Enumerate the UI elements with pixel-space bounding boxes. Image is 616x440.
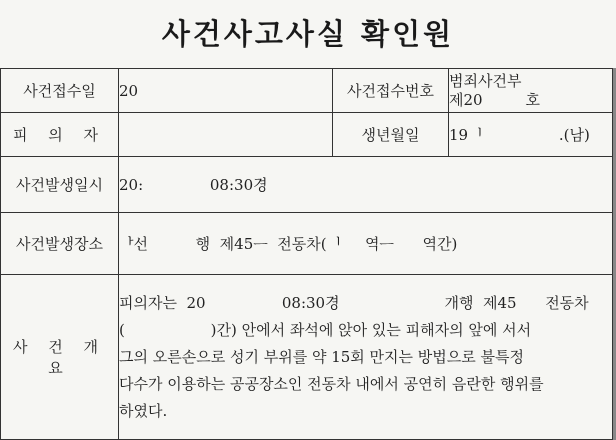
- row-incident-datetime: [1, 157, 613, 213]
- receipt-no-line1: 범죄사건부: [449, 71, 522, 90]
- incident-place-label: 사건발생장소: [1, 213, 119, 275]
- document-title: 사건사고사실 확인원: [161, 17, 455, 51]
- row-overview: [1, 275, 613, 440]
- row-receipt: [1, 69, 613, 113]
- suspect-label: 피 의 자: [1, 113, 119, 157]
- row-suspect: [1, 113, 613, 157]
- receipt-no-value: [449, 69, 613, 113]
- overview-line: 피의자는 20 08:30경 개행 제45 전동차: [119, 293, 589, 312]
- receipt-no-label: 사건접수번호: [333, 69, 449, 113]
- receipt-date-value: 20: [119, 69, 333, 113]
- overview-line: 그의 오른손으로 성기 부위를 약 15회 만지는 방법으로 불특정: [119, 347, 524, 366]
- incident-place-value: ᅡ선 행 제45ᅳ 전동차(ᅵ 역ᅳ 역간): [119, 213, 613, 275]
- incident-datetime-value: 20: 08:30경: [119, 157, 613, 213]
- row-incident-place: [1, 213, 613, 275]
- incident-datetime-label: 사건발생일시: [1, 157, 119, 213]
- receipt-no-line2: 제20 호: [449, 90, 540, 109]
- birth-label: 생년월일: [333, 113, 449, 157]
- receipt-date-label: 사건접수일: [1, 69, 119, 113]
- overview-line: 하였다.: [119, 401, 168, 420]
- overview-label: 사 건 개 요: [1, 275, 119, 440]
- suspect-value: [119, 113, 333, 157]
- birth-value: 19ᅵ .(남): [449, 113, 613, 157]
- incident-form-table: [0, 68, 613, 440]
- overview-line: 다수가 이용하는 공공장소인 전동차 내에서 공연히 음란한 행위를: [119, 374, 544, 393]
- overview-line: ( )간) 안에서 좌석에 앉아 있는 피해자의 앞에 서서: [119, 320, 532, 339]
- overview-text: [119, 275, 613, 440]
